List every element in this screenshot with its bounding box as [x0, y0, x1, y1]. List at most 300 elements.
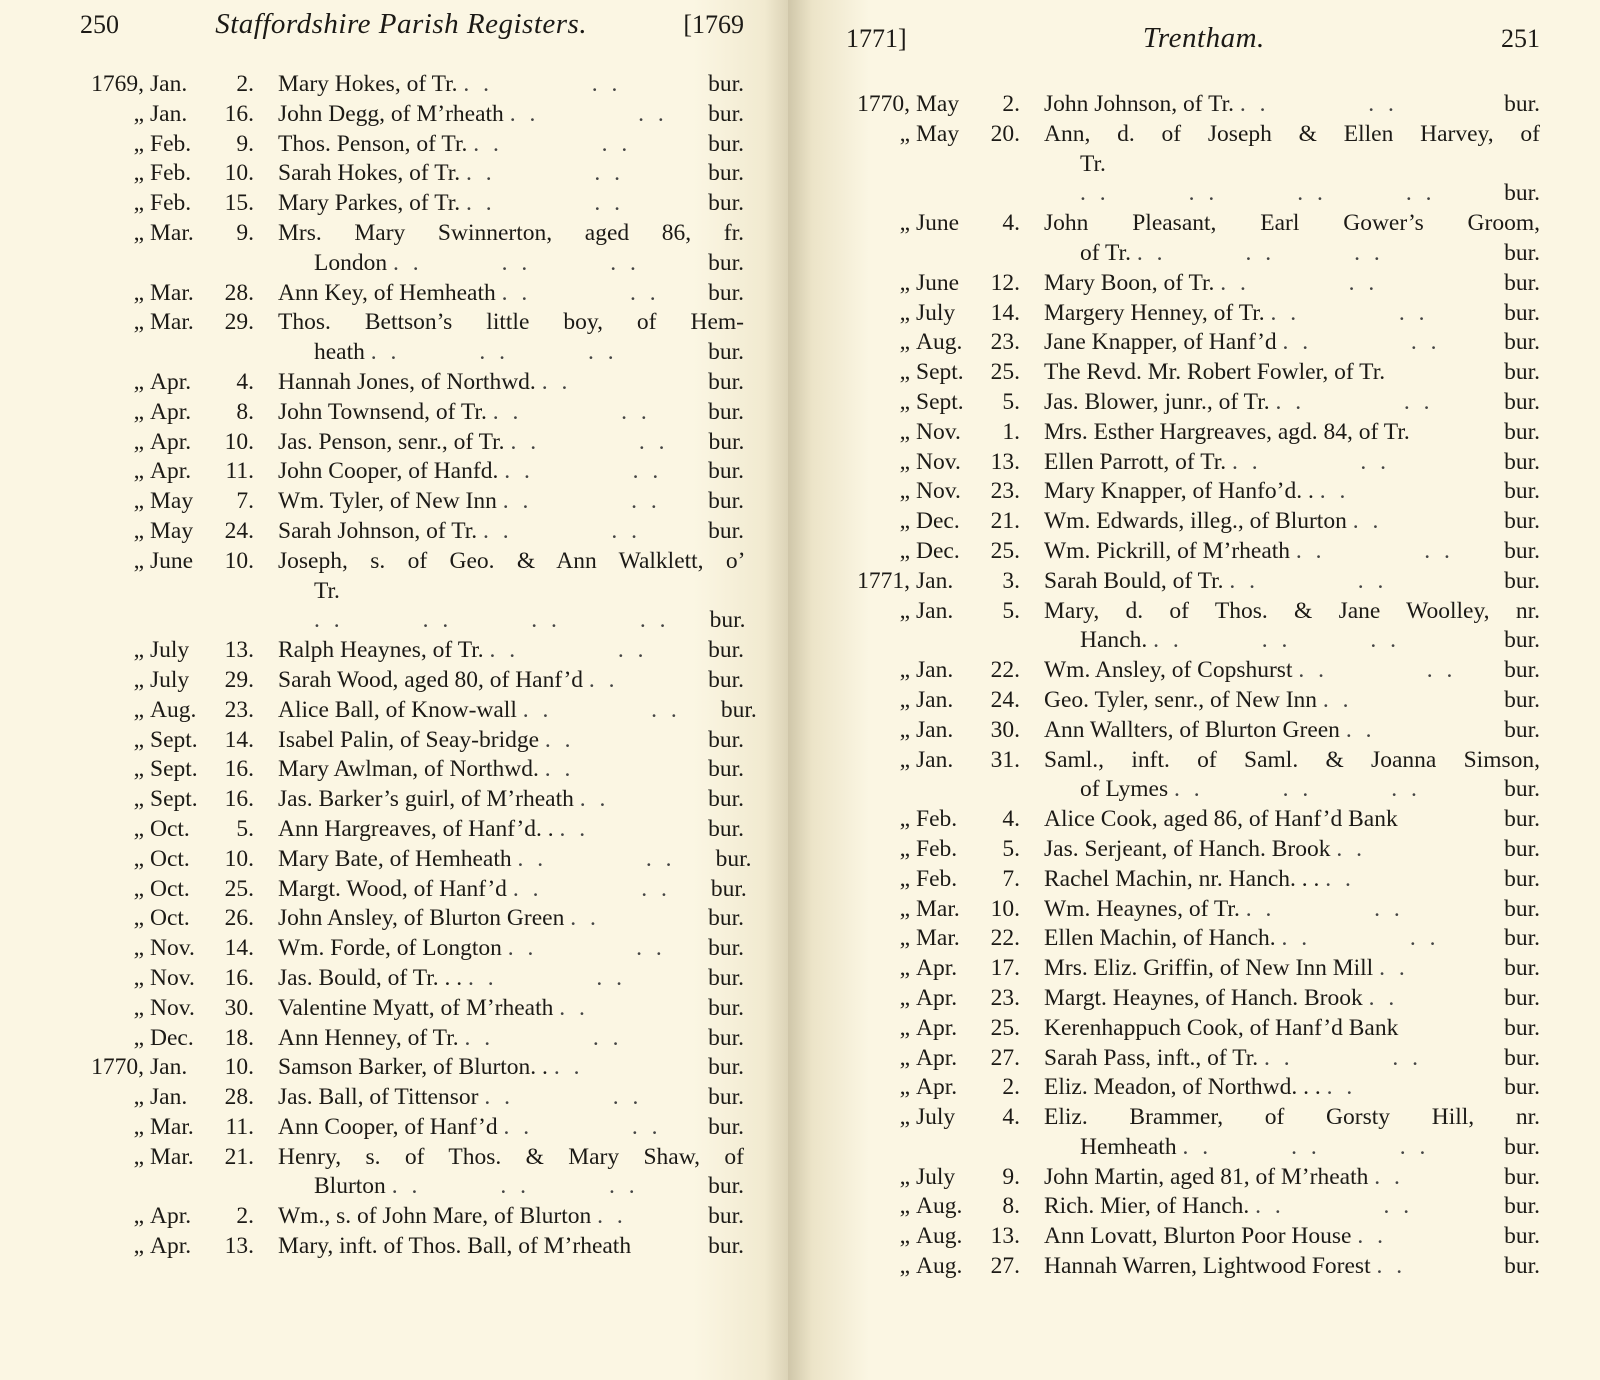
entry-year: „: [133, 1203, 144, 1230]
entry-single-line: [278, 636, 744, 666]
entry-year: „: [133, 1233, 144, 1260]
entry-day: 30.: [224, 994, 254, 1021]
entry-single-line: [1044, 835, 1540, 865]
entry-month: Aug.: [916, 329, 963, 356]
entry-year: „: [133, 994, 144, 1021]
entry-text: John Martin, aged 81, of M’rheath: [1044, 1163, 1369, 1190]
entry-day: 2.: [1002, 1074, 1020, 1101]
page-number: 250: [80, 10, 119, 39]
entry-name: [254, 815, 744, 845]
entry-name: [1020, 865, 1540, 895]
entry-year: „: [899, 508, 910, 535]
entry-text-wrap: [1044, 924, 1464, 954]
entry-text: John Degg, of M’rheath: [278, 100, 504, 127]
entry-year: „: [133, 815, 144, 842]
entry-month: Jan.: [916, 686, 954, 713]
entry-year: 1770,: [91, 1054, 144, 1081]
leader-dots: . . . .: [510, 428, 669, 455]
burial-mark: bur.: [708, 517, 744, 544]
entry-text-wrap: [1044, 805, 1464, 835]
burial-mark: bur.: [1504, 329, 1540, 356]
entry-name-line1: Mrs. Mary Swinnerton, aged 86, fr.: [278, 219, 744, 246]
entry-name: [254, 398, 744, 428]
burial-mark: bur.: [1504, 925, 1540, 952]
entry-day: 4.: [1002, 210, 1020, 237]
entry-year: „: [133, 190, 144, 217]
entry-text: Sarah Pass, inft., of Tr.: [1044, 1044, 1259, 1071]
entry-month: Aug.: [150, 696, 197, 723]
entry-text-wrap: [278, 1202, 668, 1232]
entry-text-wrap: [1044, 1163, 1464, 1193]
entry-text: Jas. Penson, senr., of Tr.: [278, 428, 505, 455]
entry-name: [1020, 507, 1540, 537]
entry-year: „: [899, 210, 910, 237]
entry-text: Tr.: [314, 577, 340, 604]
entry-text-wrap: [1044, 1252, 1464, 1282]
leader-dots: . . . .: [1264, 1044, 1423, 1071]
entry-month: Apr.: [150, 368, 192, 395]
entry-text: Mary Awlman, of Northwd.: [278, 756, 539, 783]
entry-text: Wm. Pickrill, of M’rheath: [1044, 537, 1291, 564]
entry-name-continuation: [278, 577, 746, 637]
entry-single-line: [1044, 567, 1540, 597]
entry-year: „: [899, 984, 910, 1011]
entry-month: June: [150, 547, 194, 574]
entry-year: „: [899, 1223, 910, 1250]
entry-month: May: [150, 517, 194, 544]
leader-dots: . . . . . .: [370, 339, 618, 366]
entry-year: „: [899, 657, 910, 684]
entry-text-wrap: [1044, 537, 1464, 567]
entry-text-wrap: [1044, 1014, 1464, 1044]
entry-name-line1: John Pleasant, Earl Gower’s Groom,: [1044, 210, 1540, 237]
register-entry: [80, 815, 744, 845]
entry-name: [254, 279, 744, 309]
leader-dots: . . . .: [492, 398, 651, 425]
entry-text: Alice Cook, aged 86, of Hanf’d Bank: [1044, 806, 1398, 833]
entry-day: 3.: [1002, 567, 1020, 594]
entry-year: „: [899, 448, 910, 475]
entry-month: Oct.: [150, 845, 190, 872]
entry-day: 13.: [224, 637, 254, 664]
entry-month: Nov.: [916, 418, 961, 445]
entry-day: 23.: [990, 984, 1020, 1011]
year-bracket: 1771]: [846, 24, 907, 53]
leader-dots: . . . .: [504, 458, 663, 485]
entry-name: [254, 1053, 744, 1083]
entry-year: „: [133, 219, 144, 246]
entry-text: John Ansley, of Blurton Green: [278, 905, 565, 932]
burial-mark: bur.: [708, 815, 744, 842]
entry-day: 11.: [225, 458, 254, 485]
leader-dots: . . . .: [1270, 299, 1429, 326]
leader-dots: . .: [1345, 716, 1376, 743]
entry-text-wrap: [278, 636, 668, 666]
entry-month: Jan.: [916, 657, 954, 684]
entry-name: [1020, 1163, 1540, 1193]
entry-text: Sarah Johnson, of Tr.: [278, 517, 478, 544]
entry-name: [254, 785, 744, 815]
entry-month: Dec.: [916, 537, 960, 564]
burial-mark: bur.: [709, 607, 746, 634]
entry-text: Ann Key, of Hemheath: [278, 279, 496, 306]
entry-month: July: [916, 1163, 956, 1190]
burial-mark: bur.: [1504, 686, 1540, 713]
leader-dots: . .: [559, 815, 590, 842]
entry-text-wrap: [1044, 358, 1464, 388]
register-entry: [80, 159, 744, 189]
entry-day: 16.: [224, 756, 254, 783]
entry-month: Dec.: [150, 1024, 194, 1051]
entry-text: Jas. Barker’s guirl, of M’rheath: [278, 786, 574, 813]
entry-text-wrap: [1044, 1044, 1464, 1074]
entry-text: Mary, inft. of Thos. Ball, of M’rheath: [278, 1233, 632, 1260]
entry-month: Sept.: [150, 726, 198, 753]
entry-name: [1020, 120, 1540, 209]
register-entry: [80, 219, 744, 279]
entry-year: „: [133, 666, 144, 693]
burial-mark: bur.: [1504, 657, 1540, 684]
entry-text-wrap: [278, 696, 681, 726]
burial-mark: bur.: [1504, 508, 1540, 535]
entry-text-wrap: [1044, 1073, 1464, 1103]
entry-month: Mar.: [150, 279, 194, 306]
entry-day: 9.: [236, 219, 254, 246]
register-entry: [80, 636, 744, 666]
entry-name: [254, 1232, 744, 1262]
entry-text: John Johnson, of Tr.: [1044, 91, 1235, 117]
entry-text: Kerenhappuch Cook, of Hanf’d Bank: [1044, 1014, 1399, 1041]
leader-dots: . . . . . . . .: [314, 607, 670, 634]
entry-year: 1771,: [857, 567, 910, 594]
entry-year: „: [899, 1044, 910, 1071]
leader-dots: . .: [1368, 984, 1399, 1011]
leader-dots: . .: [541, 368, 572, 395]
entry-name-line2: [1080, 626, 1464, 656]
entry-month: Jan.: [150, 1084, 188, 1111]
entry-name-line1: Ann, d. of Joseph & Ellen Harvey, of: [1044, 120, 1540, 147]
entry-text-wrap: [278, 875, 671, 905]
entry-month: July: [916, 1104, 956, 1131]
entry-day: 14.: [224, 935, 254, 962]
entry-year: „: [899, 359, 910, 386]
leader-dots: . . . .: [1229, 567, 1388, 594]
burial-mark: bur.: [708, 1203, 744, 1230]
burial-mark: bur.: [1504, 388, 1540, 415]
entry-single-line: [1044, 269, 1540, 299]
burial-mark: bur.: [708, 368, 744, 395]
entry-text-wrap: [278, 1113, 668, 1143]
burial-mark: bur.: [1504, 1074, 1540, 1101]
register-entry: [80, 457, 744, 487]
entry-year: 1770,: [857, 91, 910, 117]
entry-month: Feb.: [150, 190, 192, 217]
register-entry: [80, 1053, 744, 1083]
entry-single-line: [1044, 1252, 1540, 1282]
entry-text: Mary Knapper, of Hanfo’d. .: [1044, 478, 1314, 505]
entry-month: Mar.: [150, 219, 194, 246]
entry-text-wrap: [278, 994, 668, 1024]
entry-text-wrap: [278, 1053, 668, 1083]
entry-day: 9.: [236, 130, 254, 157]
entry-single-line: [1044, 1014, 1540, 1044]
entry-text-wrap: [1044, 1222, 1464, 1252]
entry-text: Ellen Parrott, of Tr.: [1044, 448, 1227, 475]
entry-single-line: [278, 279, 744, 309]
entry-year: „: [133, 100, 144, 127]
entry-month: Jan.: [916, 597, 954, 624]
entry-day: 17.: [990, 955, 1020, 982]
entry-text-wrap: [278, 904, 668, 934]
entry-single-line: [1044, 865, 1540, 895]
entry-single-line: [1044, 924, 1540, 954]
entry-month: Apr.: [150, 1203, 192, 1230]
leader-dots: . . . .: [1282, 329, 1441, 356]
entry-text-wrap: [1044, 477, 1464, 507]
register-entry: [80, 279, 744, 309]
register-entry: [80, 1202, 744, 1232]
entry-name: [1020, 686, 1540, 716]
entry-day: 5.: [236, 815, 254, 842]
entry-year: „: [899, 835, 910, 862]
entry-single-line: [278, 457, 744, 487]
entry-name: [1020, 358, 1540, 388]
leader-dots: . .: [1326, 1074, 1357, 1101]
entry-text-wrap: [1044, 299, 1464, 329]
leader-dots: . . . .: [502, 488, 661, 515]
entry-single-line: [278, 398, 744, 428]
leader-dots: . .: [1379, 955, 1409, 982]
entry-month: Jan.: [150, 71, 188, 97]
entry-name: [254, 219, 744, 279]
entry-name-continuation: [1044, 239, 1540, 269]
entry-text-wrap: [278, 785, 668, 815]
entry-month: May: [916, 120, 960, 147]
entry-text-wrap: [278, 845, 676, 875]
entry-year: „: [899, 716, 910, 743]
entry-single-line: [1044, 328, 1540, 358]
entry-text-wrap: [278, 130, 668, 160]
burial-mark: bur.: [708, 994, 744, 1021]
entry-name: [254, 368, 744, 398]
burial-mark: bur.: [708, 1233, 744, 1260]
entry-text: Ann Cooper, of Hanf’d: [278, 1113, 498, 1140]
entry-day: 12.: [990, 269, 1020, 296]
burial-mark: bur.: [1504, 359, 1540, 386]
register-entry: [846, 1252, 1540, 1282]
burial-mark: bur.: [1504, 984, 1540, 1011]
entry-month: Aug.: [916, 1253, 963, 1280]
register-entry: [846, 269, 1540, 299]
entry-text-wrap: [1044, 716, 1464, 746]
burial-mark: bur.: [1504, 180, 1540, 207]
entry-day: 13.: [990, 448, 1020, 475]
entry-month: July: [916, 299, 956, 326]
entry-name: [254, 696, 757, 726]
entry-month: Sept.: [916, 359, 964, 386]
entry-day: 22.: [990, 925, 1020, 952]
entry-text-wrap: [1044, 686, 1464, 716]
entry-name: [254, 1202, 744, 1232]
entry-year: „: [899, 865, 910, 892]
burial-mark: bur.: [1504, 835, 1540, 862]
entry-month: June: [916, 210, 960, 237]
burial-mark: bur.: [710, 875, 747, 902]
entry-text-wrap: [1044, 835, 1464, 865]
entry-single-line: [278, 1202, 744, 1232]
leader-dots: . . . . . .: [1153, 627, 1400, 654]
burial-mark: bur.: [708, 964, 744, 991]
entry-day: 29.: [224, 309, 254, 336]
register-entry: [80, 934, 744, 964]
entry-text: Wm. Edwards, illeg., of Blurton: [1044, 508, 1347, 535]
entry-name-line2: [314, 1172, 668, 1202]
entry-name: [1020, 716, 1540, 746]
entry-single-line: [278, 1113, 744, 1143]
entry-text: Hannah Jones, of Northwd.: [278, 368, 536, 395]
entry-text-wrap: [278, 964, 668, 994]
entry-name-continuation: [1044, 775, 1540, 805]
register-entry: [80, 964, 744, 994]
burial-mark: bur.: [708, 756, 744, 783]
burial-mark: bur.: [1504, 895, 1540, 922]
entry-single-line: [278, 517, 744, 547]
entry-name: [1020, 984, 1540, 1014]
register-entry: [846, 597, 1540, 657]
register-entry: [80, 726, 744, 756]
entry-text-wrap: [278, 368, 668, 398]
entry-single-line: [1044, 448, 1540, 478]
register-entry: [846, 1222, 1540, 1252]
entry-name-line2: [1080, 775, 1464, 805]
entry-year: 1769,: [91, 71, 144, 97]
entry-text-wrap: [278, 1024, 668, 1054]
burial-mark: bur.: [708, 458, 744, 485]
page-number: 251: [1501, 24, 1540, 53]
entry-text: Eliz. Meadon, of Northwd. . .: [1044, 1074, 1321, 1101]
entry-name-line2: [1080, 239, 1464, 269]
register-entry: [846, 1103, 1540, 1163]
entry-name-line2: [1080, 150, 1464, 210]
entry-text-wrap: [278, 755, 668, 785]
entry-name-line1: Mary, d. of Thos. & Jane Woolley, nr.: [1044, 597, 1540, 624]
entry-name-continuation: [278, 338, 744, 368]
entry-year: „: [133, 398, 144, 425]
register-entry: [846, 805, 1540, 835]
leader-dots: . .: [544, 756, 575, 783]
entry-name-line2: [314, 338, 668, 368]
leader-dots: . .: [1325, 865, 1355, 892]
burial-mark: bur.: [1504, 1133, 1540, 1160]
entry-day: 30.: [990, 716, 1020, 743]
entry-text: Wm. Ansley, of Copshurst: [1044, 657, 1293, 684]
register-entry: [80, 308, 744, 368]
entry-month: Feb.: [150, 130, 192, 157]
entry-text-wrap: [1044, 895, 1464, 925]
register-entry: [80, 1024, 744, 1054]
leader-dots: . . . . . . . .: [1080, 180, 1436, 207]
entry-text: Alice Ball, of Know-wall: [278, 696, 517, 723]
entry-day: 13.: [990, 1223, 1020, 1250]
entry-single-line: [1044, 954, 1540, 984]
register-entry: [80, 1232, 744, 1262]
entry-name: [254, 1024, 744, 1054]
register-entry: [846, 90, 1540, 120]
entry-single-line: [278, 130, 744, 160]
leader-dots: . . . .: [1275, 388, 1434, 415]
entry-name: [1020, 567, 1540, 597]
entry-name: [254, 1113, 744, 1143]
entry-name: [1020, 656, 1540, 686]
entry-year: „: [899, 1253, 910, 1280]
entry-text-wrap: [278, 189, 668, 219]
entry-name: [254, 1083, 744, 1113]
entry-single-line: [278, 1024, 744, 1054]
entry-single-line: [1044, 1163, 1540, 1193]
leader-dots: . .: [588, 666, 619, 693]
entry-name: [254, 159, 744, 189]
entry-year: „: [133, 756, 144, 783]
leader-dots: . . . .: [522, 696, 681, 723]
entry-name: [1020, 388, 1540, 418]
entry-day: 10.: [224, 547, 254, 574]
burial-mark: bur.: [708, 935, 744, 962]
entry-name: [1020, 895, 1540, 925]
entry-text-wrap: [278, 726, 668, 756]
entry-name: [1020, 805, 1540, 835]
entry-text: John Cooper, of Hanfd.: [278, 458, 499, 485]
right-page: [788, 0, 1600, 1380]
entry-text: Ann Wallters, of Blurton Green: [1044, 716, 1340, 743]
entry-text: Hemheath: [1080, 1133, 1177, 1160]
entry-single-line: [1044, 1044, 1540, 1074]
entry-month: Feb.: [916, 865, 958, 892]
entry-single-line: [1044, 805, 1540, 835]
entry-day: 2.: [236, 71, 254, 97]
entry-month: Mar.: [150, 1113, 194, 1140]
burial-mark: bur.: [1504, 1193, 1540, 1220]
leader-dots: . . . . . .: [1136, 239, 1384, 266]
entry-text: Ralph Heaynes, of Tr.: [278, 637, 484, 664]
entry-day: 10.: [224, 1054, 254, 1081]
entry-name: [1020, 746, 1540, 806]
entry-text: Mary Hokes, of Tr.: [278, 71, 458, 97]
register-entry: [846, 1014, 1540, 1044]
entry-text: Sarah Bould, of Tr.: [1044, 567, 1224, 594]
entry-name: [254, 70, 744, 100]
entry-text: Sarah Hokes, of Tr.: [278, 160, 461, 187]
entry-name-continuation: [278, 1172, 744, 1202]
register-entry: [80, 696, 757, 726]
entry-text: London: [314, 249, 388, 276]
entry-month: Apr.: [916, 955, 958, 982]
register-entry: [80, 368, 744, 398]
register-entry: [80, 904, 744, 934]
entry-year: „: [899, 806, 910, 833]
entry-single-line: [278, 726, 744, 756]
leader-dots: . . . .: [1255, 1193, 1414, 1220]
entry-single-line: [1044, 537, 1540, 567]
burial-mark: bur.: [1504, 865, 1540, 892]
leader-dots: . . . .: [466, 160, 625, 187]
leader-dots: . . . .: [483, 517, 642, 544]
entry-name: [254, 1143, 744, 1203]
entry-single-line: [278, 1232, 744, 1262]
entry-text-wrap: [1044, 954, 1464, 984]
register-entry: [846, 537, 1540, 567]
entry-text-wrap: [1044, 507, 1464, 537]
entry-name: [1020, 924, 1540, 954]
